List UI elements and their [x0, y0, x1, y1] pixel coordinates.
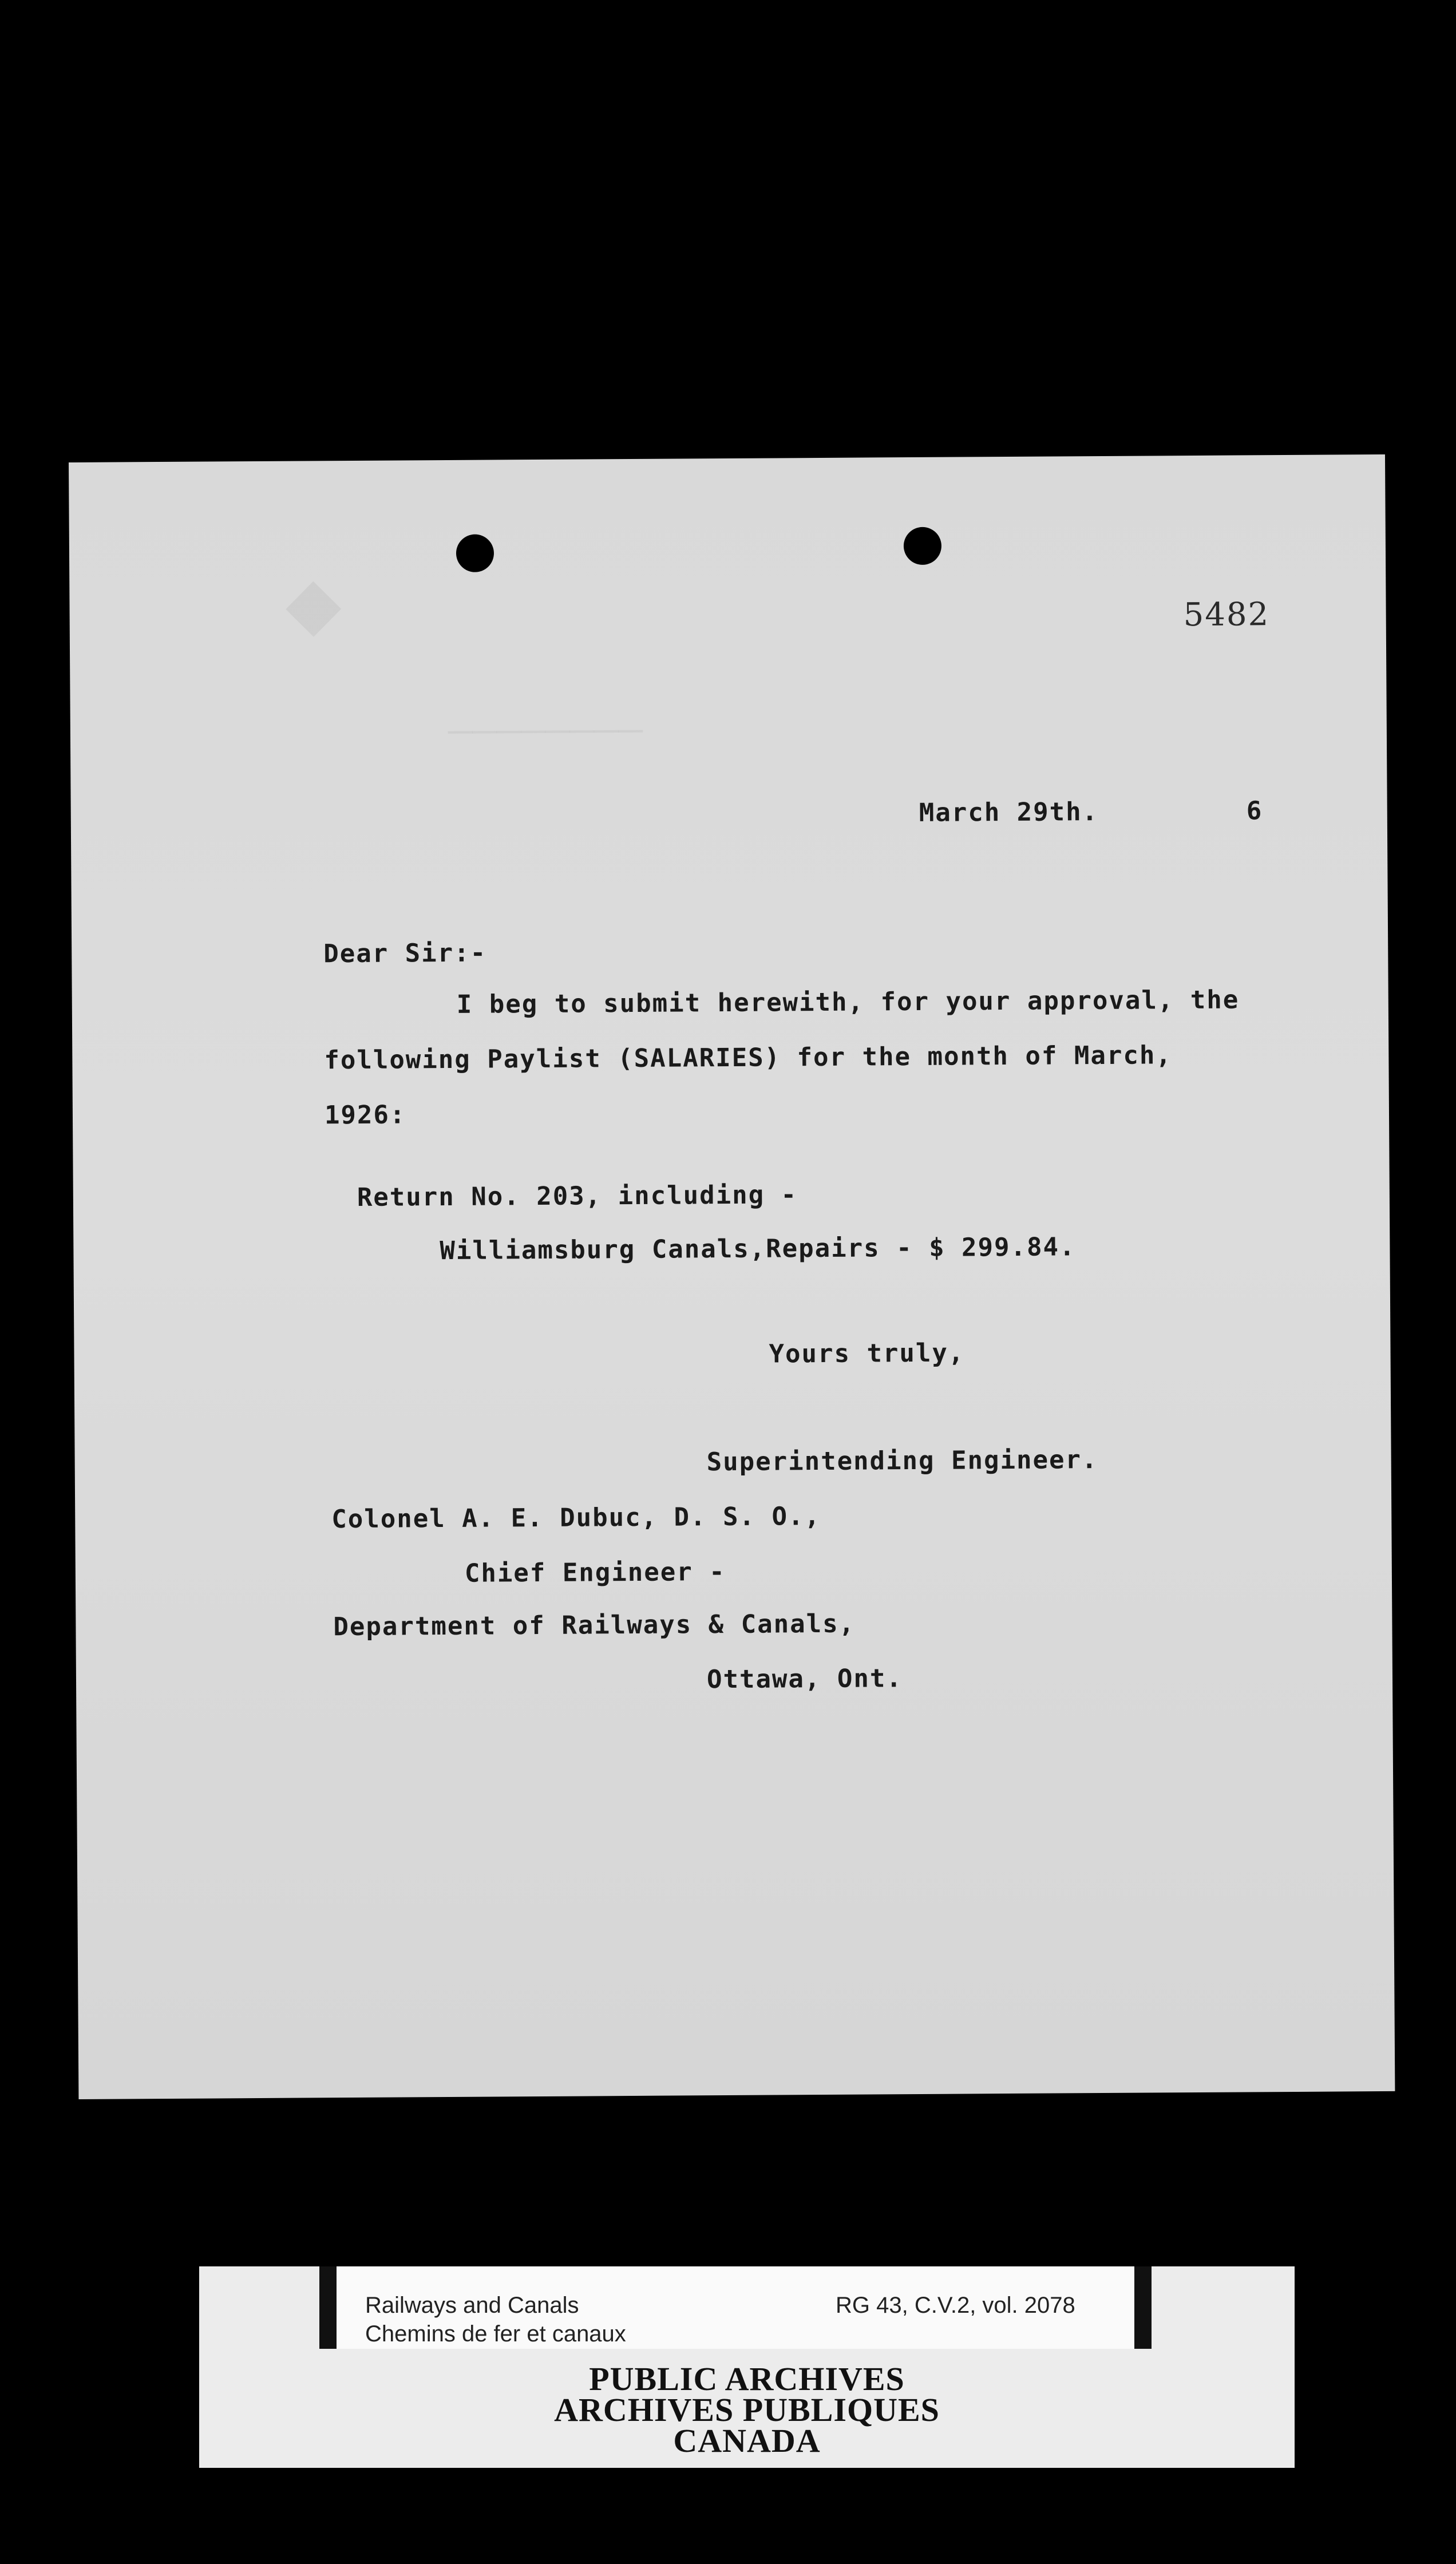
letterhead-bleed-through: ◆ — [287, 565, 341, 642]
fonds-french: Chemins de fer et canaux — [365, 2321, 626, 2347]
letter-date: March 29th. — [919, 797, 1099, 828]
archive-country: CANADA — [673, 2422, 821, 2459]
closing: Yours truly, — [769, 1338, 965, 1369]
archive-reference-strip — [319, 2266, 1152, 2349]
punch-hole-left — [456, 534, 494, 572]
return-line: Return No. 203, including - — [357, 1180, 798, 1212]
letter-page — [69, 454, 1395, 2099]
signature-title: Superintending Engineer. — [706, 1445, 1098, 1477]
item-line: Williamsburg Canals,Repairs - $ 299.84. — [440, 1232, 1076, 1266]
addressee-city: Ottawa, Ont. — [706, 1664, 903, 1695]
fonds-english: Railways and Canals — [365, 2293, 579, 2318]
addressee-title: Chief Engineer - — [464, 1557, 726, 1588]
salutation: Dear Sir:- — [323, 938, 487, 969]
archive-label-card — [199, 2266, 1295, 2468]
handwritten-page-number: 5482 — [1183, 596, 1270, 634]
archive-name-english: PUBLIC ARCHIVES — [589, 2360, 905, 2397]
punch-hole-right — [904, 527, 941, 565]
letterhead-bleed-through-2: ──────── — [448, 711, 643, 750]
body-line-1: I beg to submit herewith, for your approval, the — [456, 985, 1240, 1019]
date-page-mark: 6 — [1246, 796, 1263, 826]
body-line-3: 1926: — [324, 1100, 406, 1130]
archive-name-french: ARCHIVES PUBLIQUES — [554, 2391, 940, 2428]
addressee-name: Colonel A. E. Dubuc, D. S. O., — [331, 1502, 821, 1534]
addressee-department: Department of Railways & Canals, — [333, 1609, 856, 1642]
body-line-2: following Paylist (SALARIES) for the month of March, — [324, 1040, 1173, 1075]
archive-reference: RG 43, C.V.2, vol. 2078 — [836, 2293, 1075, 2318]
